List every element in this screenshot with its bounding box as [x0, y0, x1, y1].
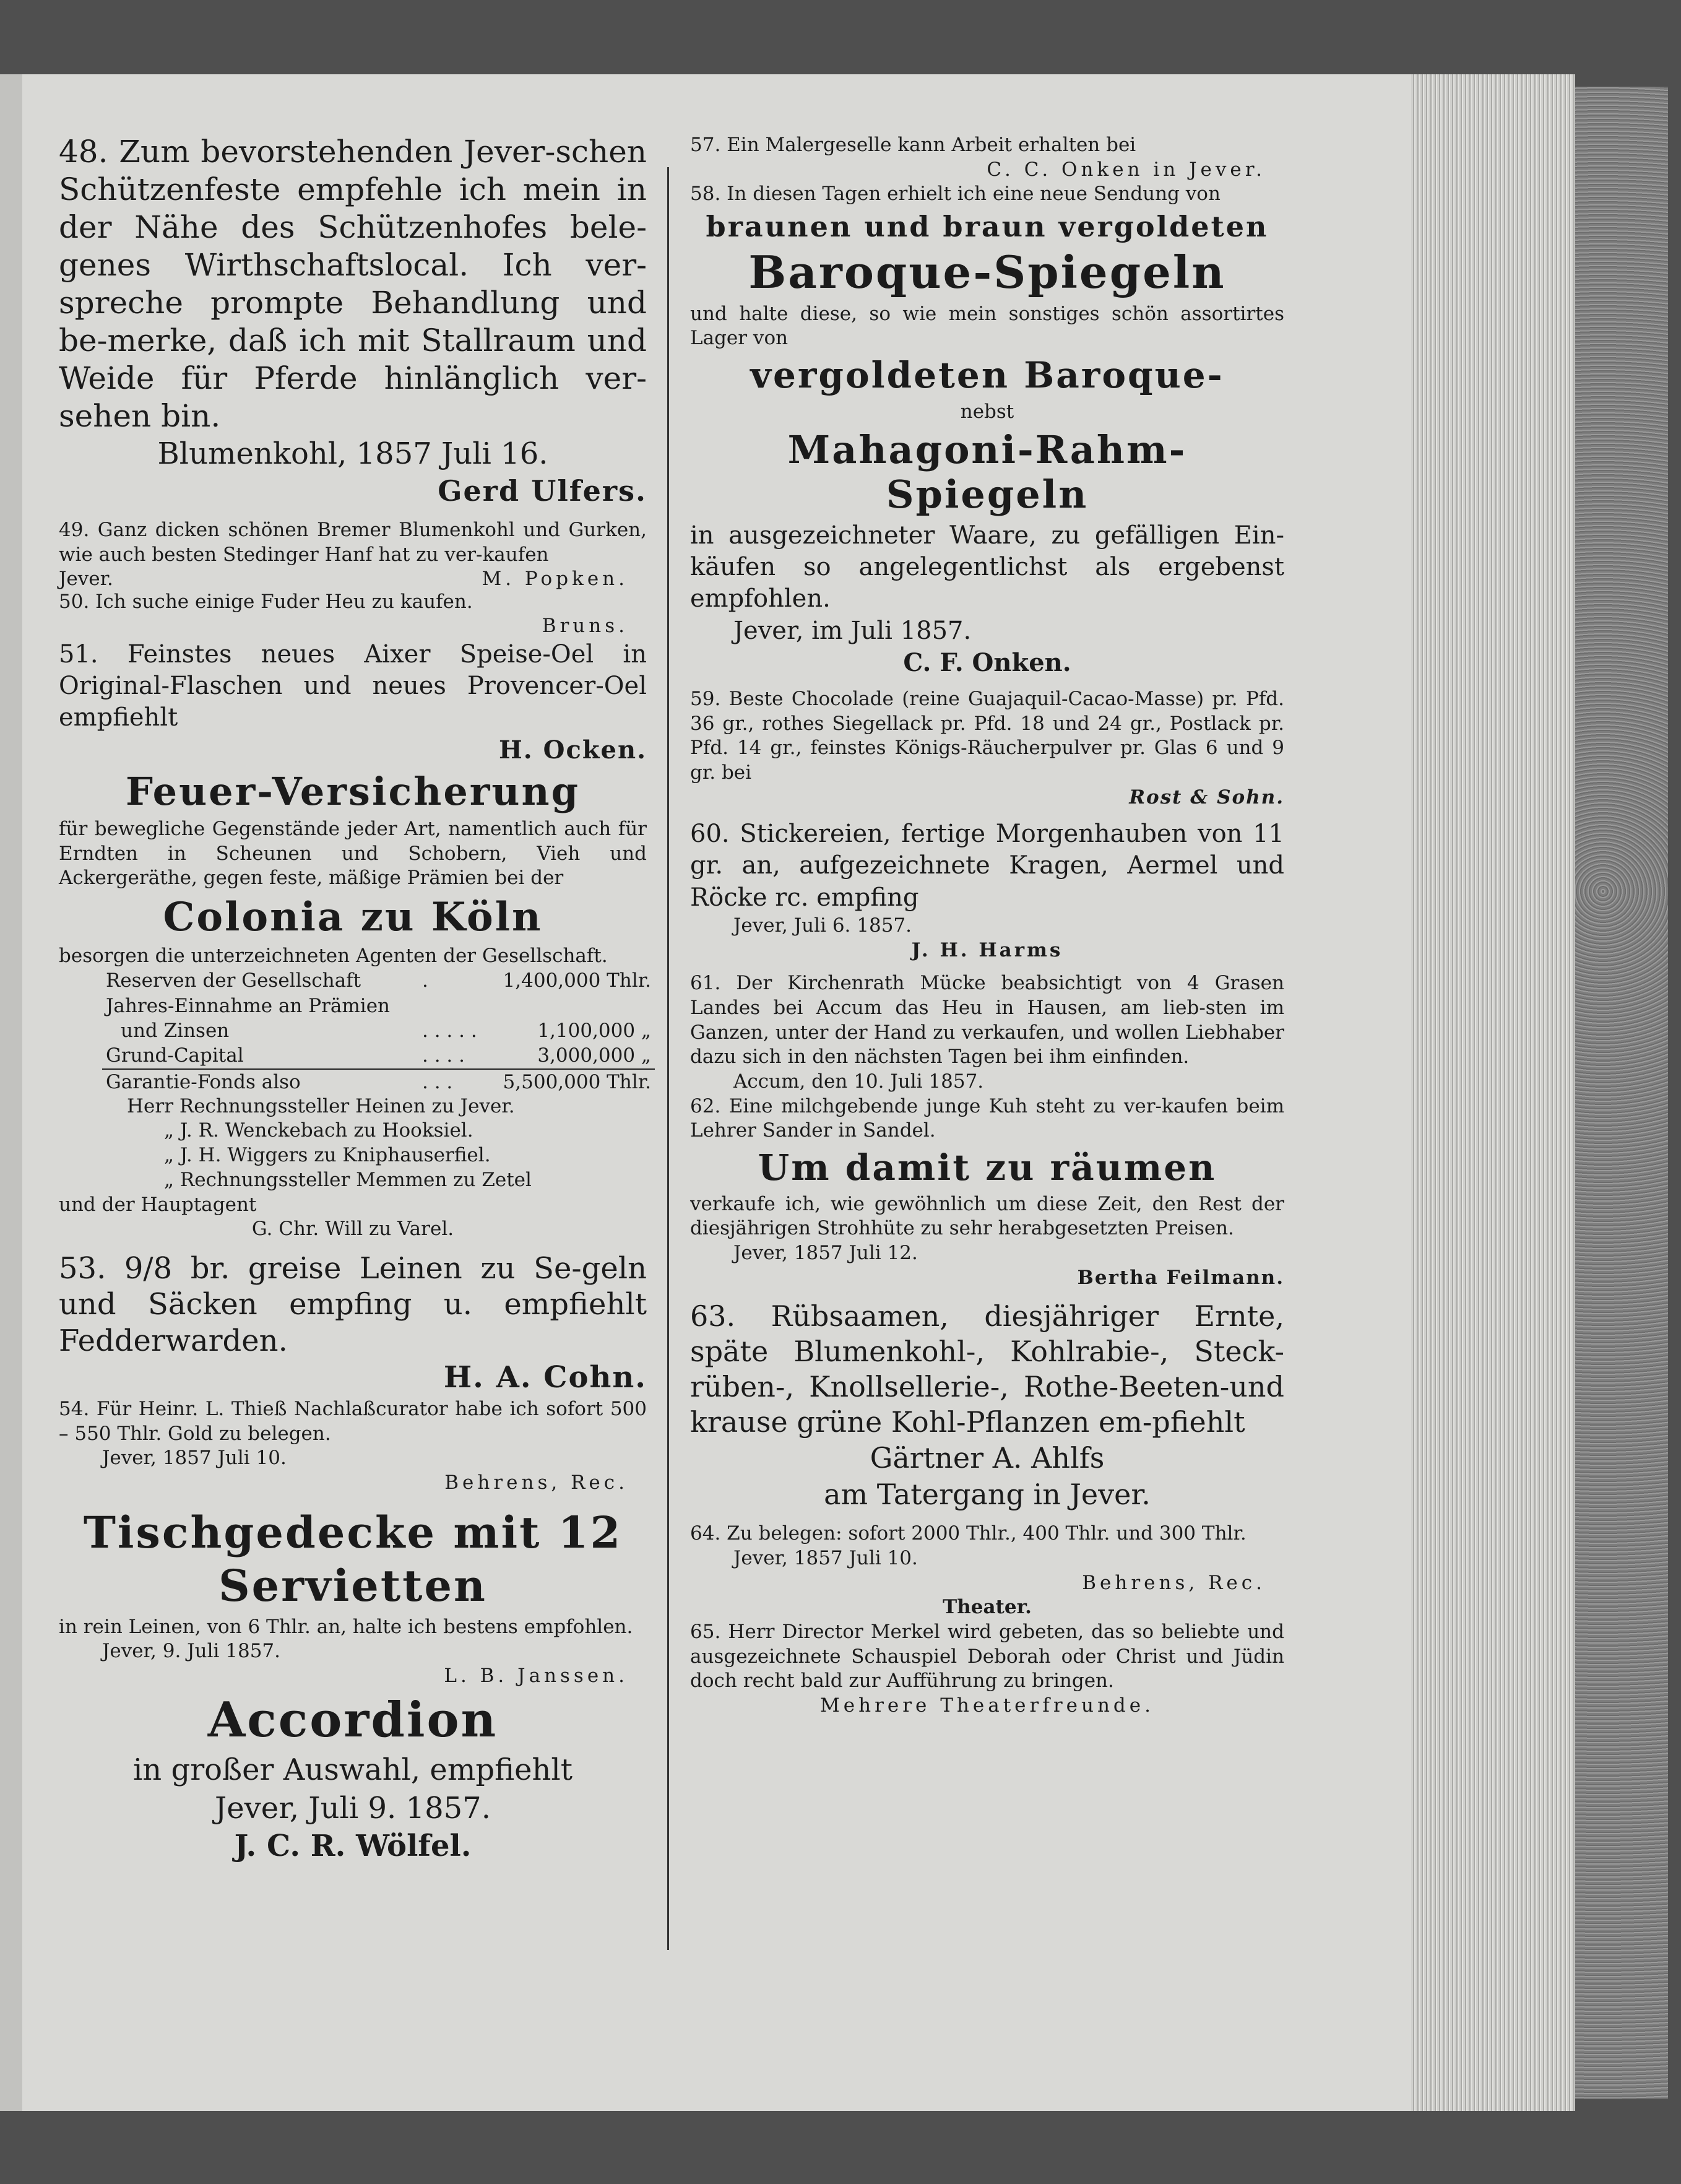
ad-58-line-1: braunen und braun vergoldeten [706, 210, 1269, 244]
capital-table [102, 968, 655, 1094]
book-cover-edge [1575, 87, 1668, 2099]
agent-line: Herr Rechnungssteller Heinen zu Jever. [127, 1094, 515, 1117]
ad-63 [690, 1299, 1284, 1513]
ad-64-text: 64. Zu belegen: sofort 2000 Thlr., 400 Thlr. und 300 Thlr. [690, 1522, 1247, 1545]
right-column [690, 133, 1284, 1718]
row-amount: 3,000,000 „ [537, 1044, 651, 1067]
ad-56-text: in großer Auswahl, empfiehlt [132, 1753, 573, 1788]
ad-49-text: 49. Ganz dicken schönen Bremer Blumenkohl und Gurken, wie auch besten Stedinger Hanf hat zu ver-kaufen [59, 519, 647, 566]
ad-60 [690, 818, 1284, 963]
book-page-edges [1411, 74, 1575, 2111]
row-amount: 5,500,000 Thlr. [486, 1069, 655, 1094]
ad-55-signature: L. B. Janssen. [444, 1664, 628, 1687]
row-dots: . . . [418, 1069, 486, 1094]
ad-62 [690, 1094, 1284, 1143]
ad-52-text: für bewegliche Gegenstände jeder Art, namentlich auch für Erndten in Scheunen und Schobern, Vieh und Ackergeräthe, gegen feste, mäßige Prämien bei der [59, 818, 647, 890]
row-amount: 1,400,000 Thlr. [503, 969, 651, 992]
ad-48-date: Blumenkohl, 1857 Juli 16. [157, 436, 548, 471]
table-row [102, 1069, 655, 1094]
ad-64-signature: Behrens, Rec. [1082, 1571, 1266, 1594]
agent-line: „ Rechnungssteller Memmen zu Zetel [164, 1168, 532, 1191]
row-label: und Zinsen [121, 1019, 230, 1042]
ad-65-heading: Theater. [943, 1596, 1032, 1619]
ad-51-signature: H. Ocken. [498, 735, 647, 765]
ad-55-date: Jever, 9. Juli 1857. [102, 1640, 281, 1663]
agent-line: „ J. H. Wiggers zu Kniphauserfiel. [164, 1144, 491, 1167]
ad-56-date: Jever, Juli 9. 1857. [215, 1790, 491, 1826]
ad-58-signature: C. F. Onken. [903, 648, 1071, 677]
ad-54 [59, 1397, 647, 1496]
ad-51 [59, 639, 647, 766]
ad-60-signature: J. H. Harms [911, 938, 1063, 961]
ad-54-signature: Behrens, Rec. [444, 1471, 628, 1494]
main-agent-label: und der Hauptagent [59, 1193, 257, 1216]
ad-48 [59, 133, 647, 509]
row-label: Grund-Capital [106, 1044, 244, 1067]
ad-52-fire-insurance [59, 768, 651, 1242]
table-row [102, 1043, 655, 1068]
row-dots [418, 994, 486, 1018]
row-amount [486, 994, 655, 1018]
agent-line: „ J. R. Wenckebach zu Hooksiel. [164, 1119, 473, 1142]
ad-51-text: 51. Feinstes neues Aixer Speise-Oel in Original-Flaschen und neues Provencer-Oel empfiehlt [59, 640, 647, 732]
column-divider [667, 167, 669, 1950]
ad-62b-text: verkaufe ich, wie gewöhnlich um diese Zeit, den Rest der diesjährigen Strohhüte zu sehr herabgesetzten Preisen. [690, 1192, 1284, 1240]
ad-58-mirrors [690, 182, 1284, 678]
ad-55-table-linen [59, 1508, 647, 1689]
ad-58-line-2: vergoldeten Baroque- [750, 354, 1224, 397]
ad-65-signature: Mehrere Theaterfreunde. [820, 1694, 1154, 1717]
ad-53-signature: H. A. Cohn. [443, 1360, 647, 1395]
ad-52-company: Colonia zu Köln [163, 894, 543, 941]
row-label: Reserven der Gesellschaft [106, 969, 361, 992]
ad-61-text: 61. Der Kirchenrath Mücke beabsichtigt von 4 Grasen Landes bei Accum das Heu in Hausen, am lieb-sten im Ganzen, unter der Hand zu verkaufen, und wollen Liebhaber dazu sich in den nächsten Tagen bei ihm einfinden. [690, 972, 1284, 1068]
ad-62b-heading: Um damit zu räumen [758, 1146, 1217, 1189]
ad-61-date: Accum, den 10. Juli 1857. [733, 1070, 984, 1093]
ad-52-text2: besorgen die unterzeichneten Agenten der Gesellschaft. [59, 944, 608, 967]
ad-61 [690, 971, 1284, 1094]
ad-58-nebst: nebst [960, 400, 1014, 423]
ad-65-theater [690, 1595, 1284, 1718]
ad-48-signature: Gerd Ulfers. [438, 474, 647, 508]
ad-59-text: 59. Beste Chocolade (reine Guajaquil-Cacao-Masse) pr. Pfd. 36 gr., rothes Siegellack pr. Pfd. 18 und 24 gr., Postlack pr. Pfd. 14 gr., feinstes Königs-Räucherpulver pr. Glas 6 und 9 gr. bei [690, 687, 1284, 784]
ad-62b-signature: Bertha Feilmann. [1077, 1266, 1284, 1289]
ad-49 [59, 518, 647, 589]
ad-56-heading: Accordion [207, 1691, 498, 1748]
ad-53 [59, 1250, 647, 1397]
ad-58-heading-1: Baroque-Spiegeln [748, 245, 1226, 298]
ad-64 [690, 1522, 1284, 1595]
row-label: Jahres-Einnahme an Prämien [106, 994, 391, 1017]
ad-54-text: 54. Für Heinr. L. Thieß Nachlaßcurator habe ich sofort 500 – 550 Thlr. Gold zu belegen. [59, 1397, 647, 1445]
ad-49-signature: M. Popken. [482, 567, 628, 590]
ad-58-text-2: und halte diese, so wie mein sonstiges schön assortirtes Lager von [690, 302, 1284, 350]
ad-53-text: 53. 9/8 br. greise Leinen zu Se-geln und Säcken empfing u. empfiehlt Fedderwarden. [59, 1250, 647, 1358]
ad-57-text: 57. Ein Malergeselle kann Arbeit erhalten bei [690, 134, 1136, 156]
row-dots: . [421, 969, 428, 992]
ad-63-text: 63. Rübsaamen, diesjähriger Ernte, späte Blumenkohl-, Kohlrabie-, Steck-rüben-, Knollsellerie-, Rothe-Beeten-und krause grüne Kohl-Pflanzen em-pfiehlt [690, 1299, 1284, 1439]
ad-55-heading-1: Tischgedecke mit 12 [83, 1506, 623, 1558]
ad-56-accordion [59, 1692, 647, 1866]
ad-50-signature: Bruns. [542, 615, 628, 638]
ad-55-text: in rein Leinen, von 6 Thlr. an, halte ich bestens empfohlen. [59, 1615, 633, 1638]
ad-55-heading-2: Servietten [218, 1560, 487, 1612]
ad-58-date: Jever, im Juli 1857. [733, 616, 972, 645]
ad-50-text: 50. Ich suche einige Fuder Heu zu kaufen. [59, 590, 473, 613]
ad-63-signature-1: Gärtner A. Ahlfs [870, 1441, 1105, 1475]
ad-60-text: 60. Stickereien, fertige Morgenhauben von 11 gr. an, aufgezeichnete Kragen, Aermel und Röcke rc. empfing [690, 820, 1284, 912]
ad-62-text: 62. Eine milchgebende junge Kuh steht zu ver-kaufen beim Lehrer Sander in Sandel. [690, 1094, 1284, 1142]
ad-58-text: 58. In diesen Tagen erhielt ich eine neue Sendung von [690, 183, 1221, 206]
ad-52-heading: Feuer-Versicherung [126, 768, 580, 814]
ad-50 [59, 590, 647, 639]
row-label: Garantie-Fonds also [102, 1069, 418, 1094]
ad-48-text: 48. Zum bevorstehenden Jever-schen Schützenfeste empfehle ich mein in der Nähe des Schützenhofes bele-genes Wirthschaftslocal. Ich ver-spreche prompte Behandlung und be-merke, daß ich mit Stallraum und Weide für Pferde hinlänglich ver-sehen bin. [59, 134, 647, 434]
previous-page-edge [0, 74, 22, 2111]
ad-60-date: Jever, Juli 6. 1857. [733, 914, 912, 937]
ad-59 [690, 687, 1284, 810]
ad-62b-date: Jever, 1857 Juli 12. [733, 1241, 918, 1264]
table-row [102, 994, 655, 1018]
table-row [102, 1018, 655, 1043]
ad-58-heading-2: Mahagoni-Rahm-Spiegeln [787, 427, 1187, 517]
ad-64-date: Jever, 1857 Juli 10. [733, 1546, 918, 1569]
row-dots: . . . . [421, 1044, 465, 1067]
left-column [59, 133, 651, 1866]
row-dots: . . . . . [421, 1019, 477, 1042]
table-row [102, 968, 655, 993]
ad-62b-straw-hats [690, 1147, 1284, 1290]
ad-49-place: Jever. [59, 567, 113, 590]
ad-65-text: 65. Herr Director Merkel wird gebeten, das so beliebte und ausgezeichnete Schauspiel Deborah oder Christ und Jüdin doch recht bald zur Aufführung zu bringen. [690, 1620, 1284, 1692]
ad-59-signature: Rost & Sohn. [1129, 786, 1284, 808]
ad-57 [690, 133, 1284, 182]
ad-57-signature: C. C. Onken in Jever. [987, 158, 1266, 181]
row-amount: 1,100,000 „ [537, 1019, 651, 1042]
ad-54-date: Jever, 1857 Juli 10. [102, 1447, 287, 1470]
ad-56-signature: J. C. R. Wölfel. [234, 1829, 472, 1864]
ad-52-signature: G. Chr. Will zu Varel. [251, 1218, 454, 1241]
ad-63-signature-2: am Tatergang in Jever. [824, 1478, 1151, 1512]
ad-58-text-3: in ausgezeichneter Waare, zu gefälligen Ein-käufen so angelegentlichst als ergebenst empfohlen. [690, 521, 1284, 613]
